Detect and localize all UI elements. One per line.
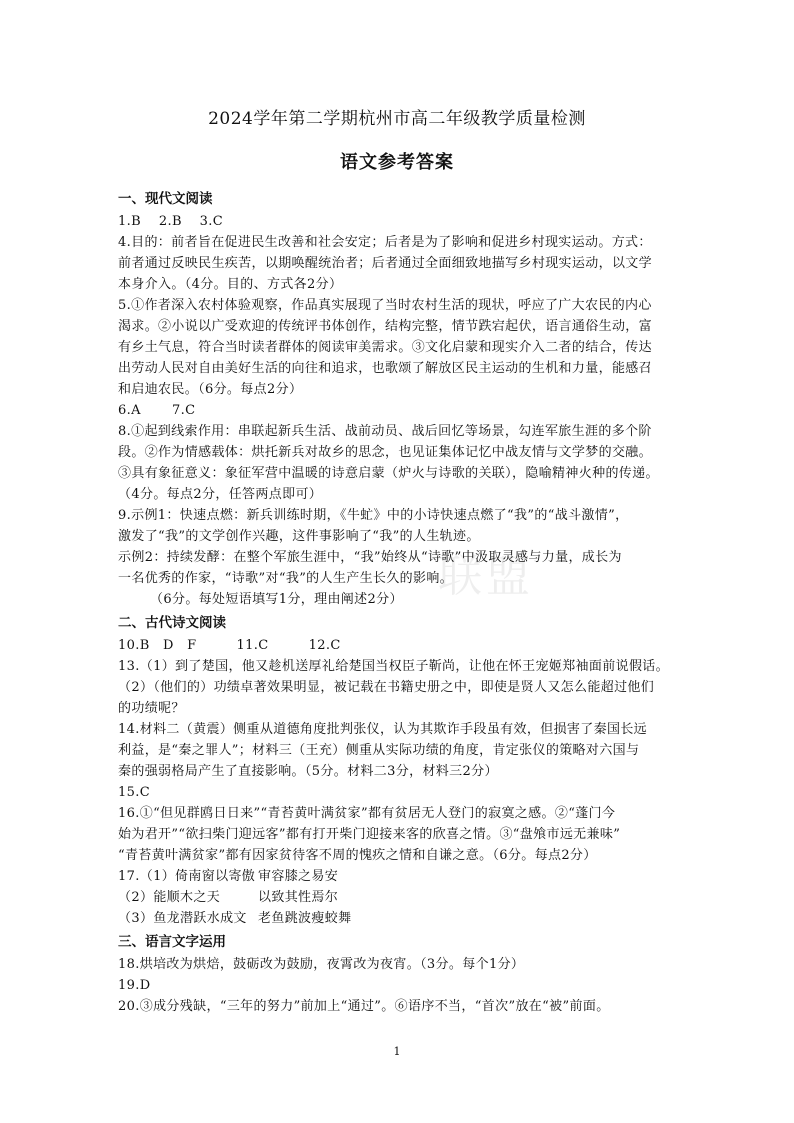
- answer-line: 始为君开”“欲扫柴门迎远客”都有打开柴门迎接来客的欣喜之情。③“盘飧市远无兼味”: [118, 827, 621, 842]
- poem-second-half: 老鱼跳波瘦蛟舞: [258, 911, 352, 926]
- answer-line: 9.示例1：快速点燃：新兵训练时期，《牛虻》中的小诗快速点燃了“我”的“战斗激情”，: [118, 508, 629, 523]
- answer-line: 4.目的：前者旨在促进民生改善和社会安定；后者是为了影响和促进乡村现实运动。方式：: [118, 235, 652, 250]
- answer-line: 示例2：持续发酵：在整个军旅生涯中，“我”始终从“诗歌”中汲取灵感与力量，成长为: [118, 550, 622, 565]
- answer-line: 的功绩呢？: [118, 701, 185, 716]
- answer-line: 5.①作者深入农村体验观察，作品真实展现了当时农村生活的现状，呼应了广大农民的内心: [118, 298, 652, 313]
- poem-first-half: （2）能顺木之天: [118, 890, 221, 905]
- answer-line: ③具有象征意义：象征军营中温暖的诗意启蒙（炉火与诗歌的关联），隐喻精神火种的传递。: [118, 466, 659, 481]
- page-number: 1: [393, 1045, 401, 1058]
- poem-answer-line: [118, 866, 678, 887]
- answer-line: “青苔黄叶满贫家”都有因家贫待客不周的愧疚之情和自谦之意。（6分。每点2分）: [118, 848, 597, 863]
- answer-line: 8.①起到线索作用：串联起新兵生活、战前动员、战后回忆等场景，勾连军旅生涯的多个阶: [118, 424, 652, 439]
- answer-line: （2）（他们的）功绩卓著效果明显，被记载在书籍史册之中，即使是贤人又怎么能超过他们: [118, 680, 655, 695]
- watermark: 联盟: [438, 551, 534, 602]
- answer-line: 6.A 7.C: [118, 403, 196, 418]
- answer-line: 13.（1）到了楚国，他又趁机送厚礼给楚国当权臣子靳尚，让他在怀王宠姬郑袖面前说假话。: [118, 659, 669, 674]
- poem-answer-line: [118, 908, 678, 929]
- answer-line: 20.③成分残缺，“三年的努力”前加上“通过”。⑥语序不当，“首次”放在“被”前面。: [118, 999, 610, 1014]
- poem-second-half: 以致其性焉尔: [258, 890, 339, 905]
- answer-line: 和启迪农民。（6分。每点2分）: [118, 382, 303, 397]
- poem-first-half: 17.（1）倚南窗以寄傲: [118, 869, 256, 884]
- answer-line: 16.①“但见群鸥日日来”“青苔黄叶满贫家”都有贫居无人登门的寂寞之感。②“蓬门今: [118, 806, 616, 821]
- section-heading: 三、语言文字运用: [118, 934, 226, 950]
- answer-line: 19.D: [118, 978, 151, 993]
- section-heading: 一、现代文阅读: [118, 191, 213, 207]
- answer-line: 14.材料二（黄震）侧重从道德角度批判张仪，认为其欺诈手段虽有效，但损害了秦国长远: [118, 722, 648, 737]
- poem-first-half: （3）鱼龙潜跃水成文: [118, 911, 247, 926]
- answer-line: 秦的强弱格局产生了直接影响。（5分。材料二3分，材料三2分）: [118, 764, 498, 779]
- answer-line: 1.B 2.B 3.C: [118, 214, 224, 229]
- answer-line: 利益，是“秦之罪人”；材料三（王充）侧重从实际功绩的角度，肯定张仪的策略对六国与: [118, 743, 640, 758]
- poem-answer-line: [118, 887, 678, 908]
- page-subtitle: 语文参考答案: [340, 152, 454, 173]
- answer-line: 15.C: [118, 785, 151, 800]
- answer-content: [118, 186, 678, 1017]
- answer-line: 本身介入。（4分。目的、方式各2分）: [118, 277, 343, 292]
- answer-line: 前者通过反映民生疾苦，以期唤醒统治者；后者通过全面细致地描写乡村现实运动，以文学: [118, 256, 653, 271]
- answer-line: 有乡土气息，符合当时读者群体的阅读审美需求。③文化启蒙和现实介入二者的结合，传达: [118, 340, 653, 355]
- answer-line: 出劳动人民对自由美好生活的向往和追求，也歌颂了解放区民主运动的生机和力量，能感召: [118, 361, 653, 376]
- answer-line: 激发了“我”的文学创作兴趣，这件事影响了“我”的人生轨迹。: [118, 529, 480, 544]
- answer-line: 渴求。②小说以广受欢迎的传统评书体创作，结构完整，情节跌宕起伏，语言通俗生动，富: [118, 319, 653, 334]
- answer-line: 18.烘培改为烘焙，鼓砺改为鼓励，夜霄改为夜宵。（3分。每个1分）: [118, 957, 525, 972]
- answer-line: 段。②作为情感载体：烘托新兵对故乡的思念，也见证集体记忆中战友情与文学梦的交融。: [118, 445, 653, 460]
- answer-line: （6分。每处短语填写1分，理由阐述2分）: [150, 592, 403, 607]
- page-title: 2024学年第二学期杭州市高二年级教学质量检测: [208, 109, 586, 129]
- answer-line: （4分。每点2分，任答两点即可）: [118, 487, 323, 502]
- answer-line: 一名优秀的作家，“诗歌”对“我”的人生产生长久的影响。: [118, 571, 454, 586]
- poem-second-half: 审容膝之易安: [258, 869, 339, 884]
- section-heading: 二、古代诗文阅读: [118, 615, 226, 631]
- answer-line: 10.B D F 11.C 12.C: [118, 638, 341, 653]
